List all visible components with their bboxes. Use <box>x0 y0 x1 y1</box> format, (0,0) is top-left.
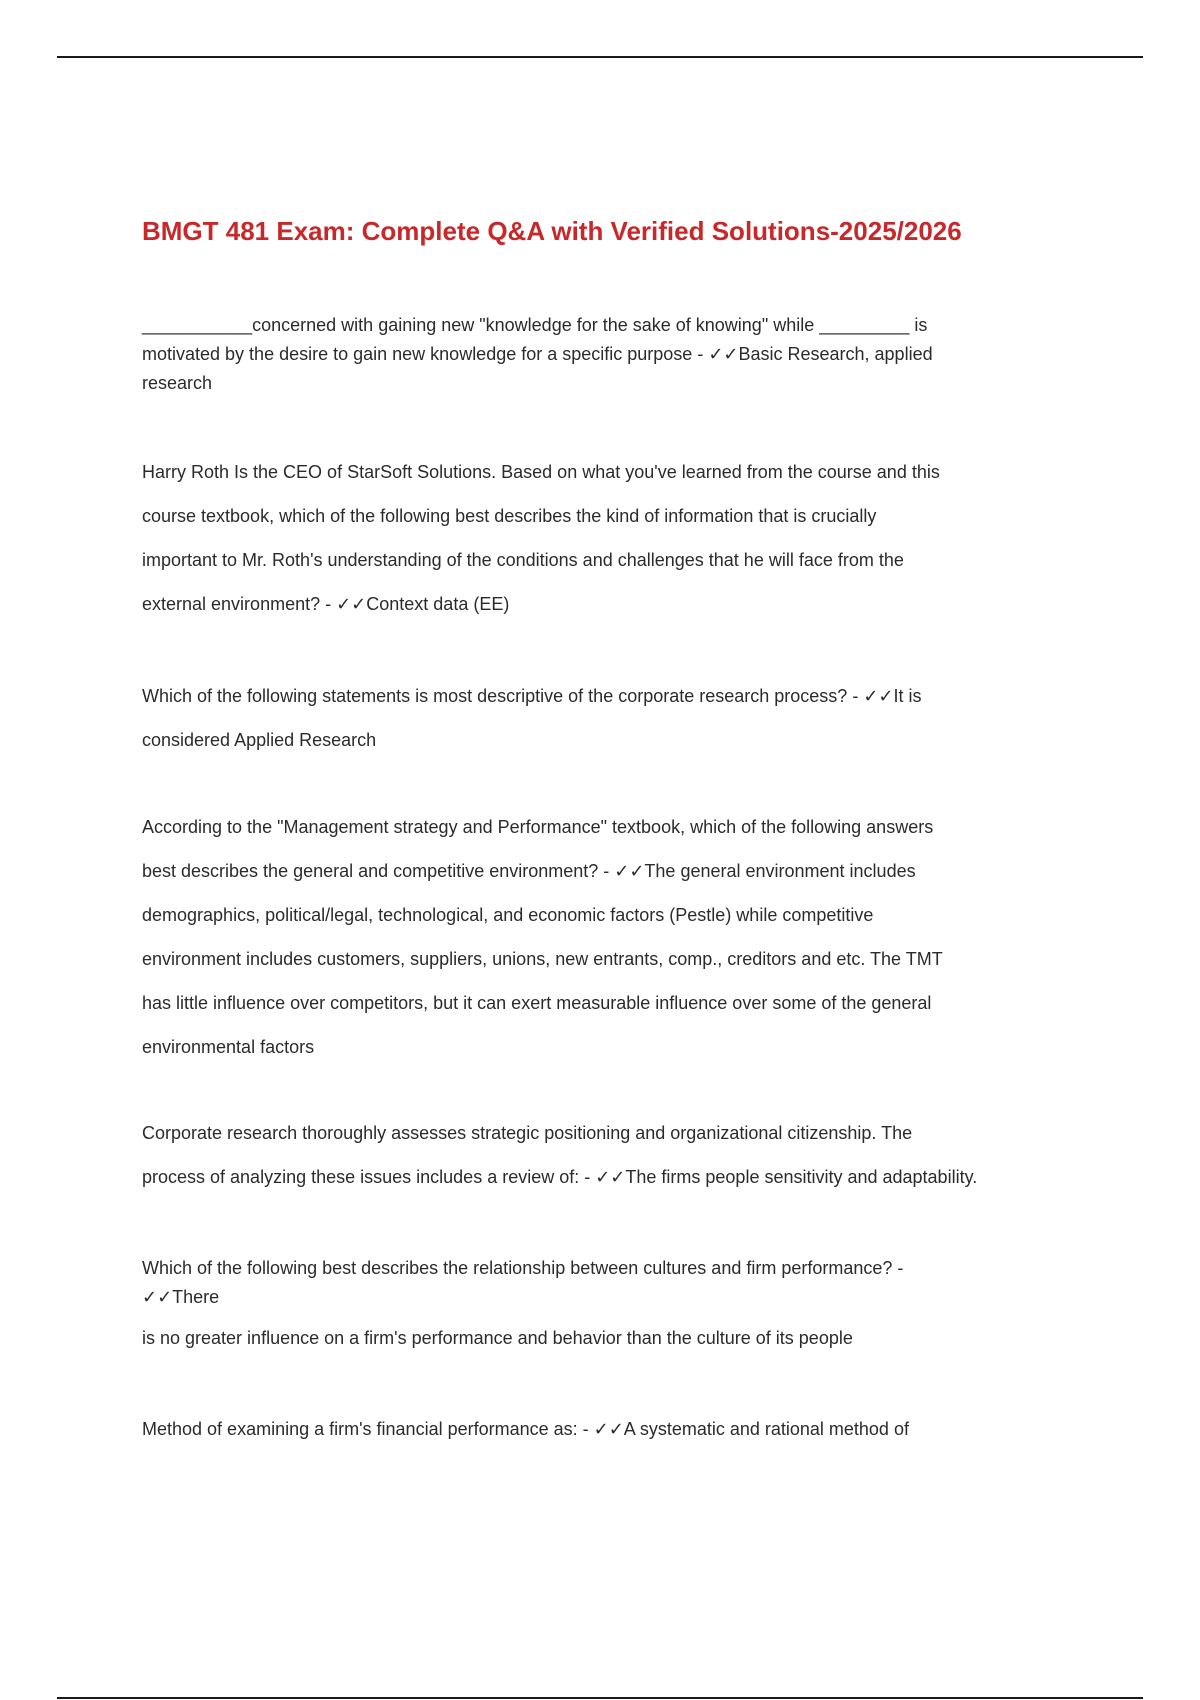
qa-item-context-data <box>142 450 1072 626</box>
qa-line: motivated by the desire to gain new knowledge for a specific purpose - ✓✓Basic Research, applied <box>142 344 933 364</box>
qa-line: Harry Roth Is the CEO of StarSoft Solutions. Based on what you've learned from the course and this <box>142 462 940 482</box>
qa-line: Method of examining a firm's financial performance as: - ✓✓A systematic and rational method of <box>142 1419 909 1439</box>
qa-line: ✓✓There <box>142 1287 220 1307</box>
qa-line: considered Applied Research <box>142 730 377 750</box>
qa-line: environment includes customers, suppliers, unions, new entrants, comp., creditors and etc. The TMT <box>142 949 943 969</box>
document-title: BMGT 481 Exam: Complete Q&A with Verified Solutions-2025/2026 <box>142 216 962 246</box>
qa-item-corporate-research-process <box>142 674 1072 762</box>
qa-item-culture-performance <box>142 1254 1072 1353</box>
qa-line: Corporate research thoroughly assesses strategic positioning and organizational citizenship. The <box>142 1123 913 1143</box>
qa-line: important to Mr. Roth's understanding of the conditions and challenges that he will face from the <box>142 550 904 570</box>
qa-item-basic-applied-research <box>142 311 1072 398</box>
qa-item-general-competitive-environment <box>142 805 1072 1069</box>
qa-line: According to the "Management strategy and Performance" textbook, which of the following answers <box>142 817 934 837</box>
top-rule <box>57 56 1143 58</box>
qa-line: course textbook, which of the following best describes the kind of information that is crucially <box>142 506 877 526</box>
qa-line: demographics, political/legal, technological, and economic factors (Pestle) while competitive <box>142 905 874 925</box>
qa-line: research <box>142 373 213 393</box>
qa-line: Which of the following statements is most descriptive of the corporate research process? - ✓✓It is <box>142 686 922 706</box>
qa-line: ___________concerned with gaining new "knowledge for the sake of knowing" while _________ is <box>142 315 928 335</box>
qa-item-financial-performance <box>142 1415 1072 1444</box>
qa-line: environmental factors <box>142 1037 315 1057</box>
qa-line: has little influence over competitors, but it can exert measurable influence over some of the general <box>142 993 932 1013</box>
qa-line: is no greater influence on a firm's performance and behavior than the culture of its people <box>142 1328 853 1348</box>
qa-line: process of analyzing these issues includes a review of: - ✓✓The firms people sensitivity and adaptability. <box>142 1167 978 1187</box>
qa-line: Which of the following best describes the relationship between cultures and firm performance? - <box>142 1258 904 1278</box>
qa-line: external environment? - ✓✓Context data (EE) <box>142 594 510 614</box>
qa-line: best describes the general and competitive environment? - ✓✓The general environment includes <box>142 861 916 881</box>
bottom-rule <box>57 1697 1143 1699</box>
qa-item-strategic-positioning <box>142 1111 1072 1199</box>
